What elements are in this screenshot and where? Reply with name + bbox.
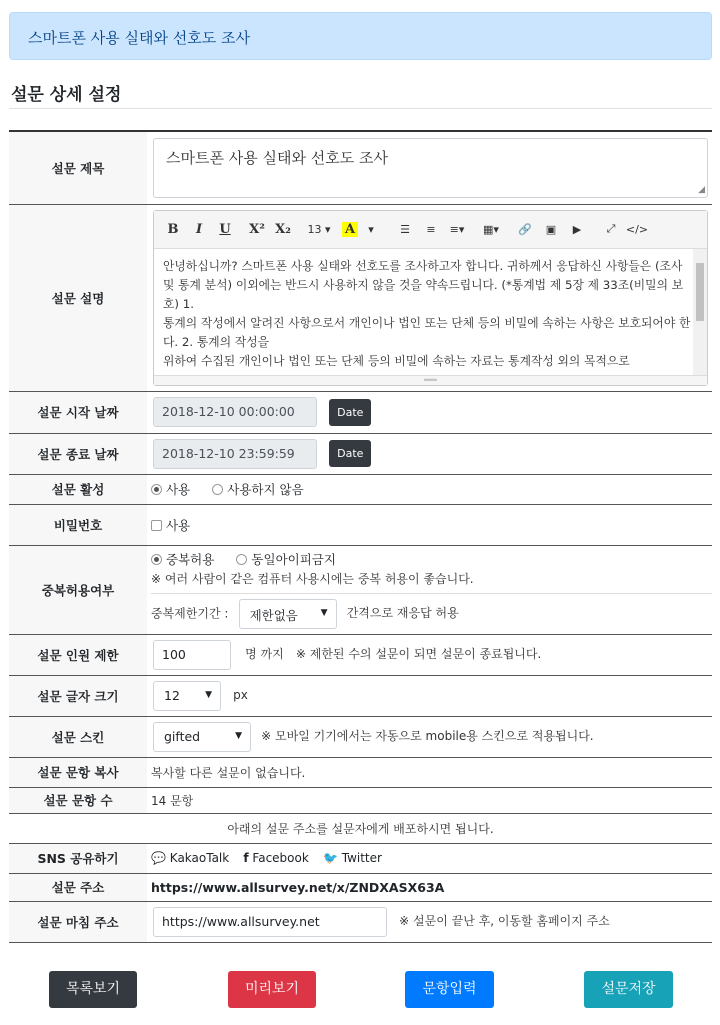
distribute-notice: 아래의 설문 주소를 설문자에게 배포하시면 됩니다. [9, 813, 712, 843]
subscript-button[interactable]: X₂ [275, 221, 291, 237]
radio-selected-icon[interactable] [151, 554, 162, 565]
facebook-label: Facebook [252, 850, 309, 865]
password-option[interactable] [151, 518, 190, 533]
survey-url[interactable]: https://www.allsurvey.net/x/ZNDXASX63A [147, 873, 712, 901]
active-on-label: 사용 [165, 482, 191, 497]
limit-note: ※ 제한된 수의 설문이 되면 설문이 종료됩니다. [295, 647, 542, 661]
video-icon[interactable]: ▶ [572, 222, 582, 236]
period-value: 제한없음 [249, 607, 298, 623]
align-icon[interactable]: ≡▾ [449, 222, 465, 236]
kakaotalk-share[interactable] [151, 851, 229, 865]
chevron-down-icon: ▼ [235, 730, 242, 741]
active-off-label: 사용하지 않음 [227, 482, 304, 497]
font-size-select-value: 12 [164, 687, 180, 703]
password-option-label: 사용 [165, 517, 191, 533]
font-size-value: 13 [307, 222, 322, 236]
period-label: 중복제한기간 : [151, 606, 229, 620]
resize-handle-icon[interactable]: ◢ [698, 184, 705, 195]
twitter-label: Twitter [341, 850, 382, 865]
preview-button[interactable]: 미리보기 [228, 971, 316, 1008]
description-editor[interactable] [153, 210, 708, 386]
duplicate-allow-option[interactable] [151, 552, 214, 567]
ordered-list-icon[interactable]: ≡ [426, 222, 436, 236]
editor-scrollbar[interactable] [693, 249, 707, 375]
radio-icon[interactable] [212, 484, 223, 495]
description-label: 설문 설명 [9, 204, 147, 391]
duplicate-label: 중복허용여부 [9, 545, 147, 634]
description-paragraph: 안녕하십니까? 스마트폰 사용 실태와 선호도를 조사하고자 합니다. 귀하께서 응답하신 사항들은 (조사 및 통계 분석) 이외에는 반드시 사용하지 않을 것을 약속드립니다. (*통계법 제 5장 제 33조(비밀의 보호) 1. [163, 258, 684, 311]
save-button[interactable]: 설문저장 [584, 971, 673, 1008]
chevron-down-icon: ▼ [205, 689, 212, 700]
finish-url-label: 설문 마침 주소 [9, 901, 147, 942]
duplicate-block-label: 동일아이피금지 [251, 551, 336, 567]
bold-button[interactable]: B [167, 221, 179, 237]
table-icon[interactable]: ▦▾ [483, 222, 499, 236]
editor-toolbar [154, 211, 707, 249]
skin-select-value: gifted [164, 728, 201, 744]
skin-select[interactable] [153, 722, 251, 752]
limit-input[interactable]: 100 [153, 640, 231, 670]
end-date-label: 설문 종료 날짜 [9, 433, 147, 474]
duplicate-block-option[interactable] [236, 552, 336, 567]
finish-url-note: ※ 설문이 끝난 후, 이동할 홈페이지 주소 [399, 914, 610, 928]
limit-label: 설문 인원 제한 [9, 634, 147, 675]
superscript-button[interactable]: X² [249, 221, 265, 237]
scrollbar-thumb[interactable] [696, 263, 704, 321]
bullet-list-icon[interactable]: ☰ [400, 222, 410, 236]
password-label: 비밀번호 [9, 504, 147, 545]
count-label: 설문 문항 수 [9, 787, 147, 813]
font-size-label: 설문 글자 크기 [9, 675, 147, 716]
italic-button[interactable]: I [195, 221, 203, 237]
radio-icon[interactable] [236, 554, 247, 565]
facebook-icon: f [243, 850, 249, 865]
start-date-input[interactable]: 2018-12-10 00:00:00 [153, 397, 317, 427]
skin-note: ※ 모바일 기기에서는 자동으로 mobile용 스킨으로 적용됩니다. [261, 729, 594, 743]
end-date-input[interactable]: 2018-12-10 23:59:59 [153, 439, 317, 469]
font-size-select[interactable] [153, 681, 221, 711]
finish-url-input[interactable]: https://www.allsurvey.net [153, 907, 387, 937]
title-label: 설문 제목 [9, 131, 147, 204]
end-date-button[interactable]: Date [329, 440, 371, 467]
twitter-icon: 🐦 [322, 850, 338, 865]
title-value: 스마트폰 사용 실태와 선호도 조사 [166, 148, 388, 167]
settings-table [9, 130, 712, 943]
image-icon[interactable]: ▣ [545, 222, 557, 236]
copy-label: 설문 문항 복사 [9, 757, 147, 787]
editor-resize-grip[interactable]: ═══ [154, 375, 707, 385]
description-paragraph: 위하여 수집된 개인이나 법인 또는 단체 등의 비밀에 속하는 자료는 통계작성 외의 목적으로 [163, 353, 630, 368]
link-icon[interactable]: 🔗 [518, 222, 532, 236]
fullscreen-icon[interactable]: ⤢ [606, 222, 616, 235]
count-value: 14 문항 [151, 793, 194, 808]
text-color-button[interactable]: A [342, 222, 358, 237]
font-size-unit: px [233, 688, 248, 702]
start-date-button[interactable]: Date [329, 399, 371, 426]
duplicate-allow-label: 중복허용 [165, 551, 215, 567]
period-select[interactable] [239, 599, 337, 629]
page-title: 설문 상세 설정 [11, 85, 122, 105]
color-dropdown-icon[interactable]: ▾ [368, 222, 374, 236]
twitter-share[interactable] [323, 851, 382, 865]
url-label: 설문 주소 [9, 873, 147, 901]
title-textarea[interactable] [153, 138, 708, 198]
active-on-option[interactable] [151, 482, 190, 497]
facebook-share[interactable] [243, 851, 308, 865]
list-button[interactable]: 목록보기 [49, 971, 137, 1008]
title-divider [9, 108, 712, 109]
limit-suffix: 명 까지 [245, 647, 284, 661]
start-date-label: 설문 시작 날짜 [9, 391, 147, 433]
duplicate-note: ※ 여러 사람이 같은 컴퓨터 사용시에는 중복 허용이 좋습니다. [151, 571, 474, 586]
period-suffix: 간격으로 재응답 허용 [346, 606, 459, 620]
active-label: 설문 활성 [9, 474, 147, 504]
questions-button[interactable]: 문항입력 [405, 971, 494, 1008]
description-paragraph: 통계의 작성에서 알려진 사항으로서 개인이나 법인 또는 단체 등의 비밀에 속하는 사항은 보호되어야 한다. 2. 통계의 작성을 [163, 315, 691, 349]
code-view-icon[interactable]: </> [625, 222, 649, 236]
speech-bubble-icon: 💬 [151, 850, 166, 865]
sns-label: SNS 공유하기 [9, 843, 147, 873]
editor-content[interactable] [154, 249, 707, 375]
skin-label: 설문 스킨 [9, 716, 147, 757]
copy-value: 복사할 다른 설문이 없습니다. [147, 757, 712, 787]
kakaotalk-label: KakaoTalk [169, 850, 230, 865]
font-size-dropdown[interactable]: 13 ▾ [307, 222, 331, 236]
radio-selected-icon[interactable] [151, 484, 162, 495]
active-off-option[interactable] [212, 482, 303, 497]
banner-title: 스마트폰 사용 실태와 선호도 조사 [28, 29, 250, 47]
chevron-down-icon: ▼ [320, 607, 328, 618]
checkbox-icon[interactable] [151, 520, 162, 531]
underline-button[interactable]: U [219, 221, 231, 237]
survey-title-banner [9, 12, 712, 60]
